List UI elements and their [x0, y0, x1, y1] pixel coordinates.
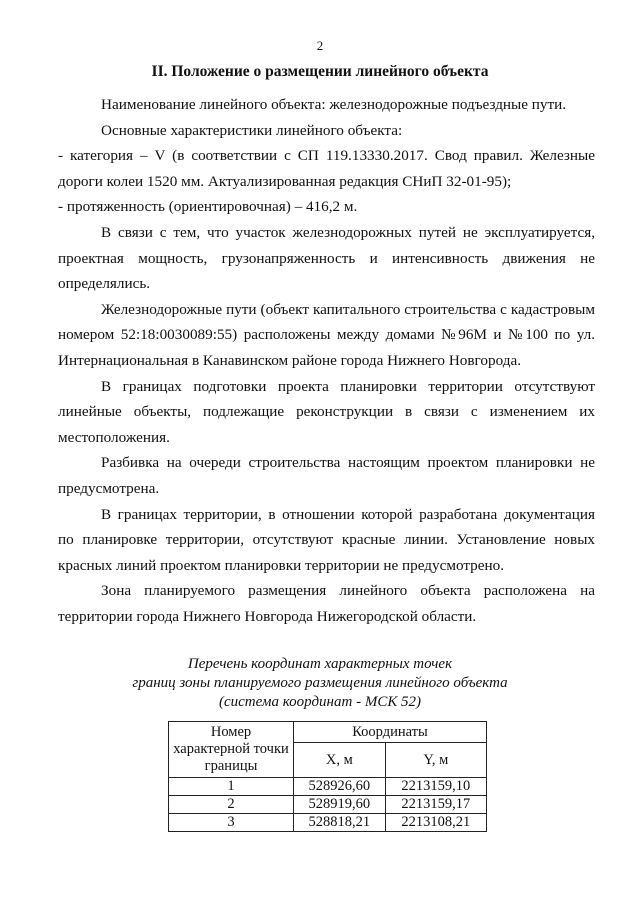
paragraph-not-operated: В связи с тем, что участок железнодорожных путей не эксплуатируется, проектная мощность, грузонапряженность и интенсивность движения не определялись.	[58, 223, 595, 293]
paragraph-no-reconstruction: В границах подготовки проекта планировки территории отсутствуют линейные объекты, подлежащие реконструкции в связи с изменением их местоположения.	[58, 377, 595, 446]
table-row	[169, 778, 487, 796]
document-body	[58, 92, 595, 629]
coord-x: 528818,21	[294, 814, 386, 832]
coord-y: 2213159,10	[385, 778, 486, 796]
header-coordinates: Координаты	[294, 722, 487, 743]
coordinates-table	[168, 721, 487, 832]
caption-line-3: (система координат - МСК 52)	[218, 694, 422, 710]
coord-x: 528926,60	[294, 778, 386, 796]
coord-y: 2213108,21	[385, 814, 486, 832]
paragraph-red-lines: В границах территории, в отношении которой разработана документация по планировке территории, отсутствуют красные линии. Установление новых красных линий проектом планировки территории не предусмотрено.	[58, 505, 595, 574]
table-row	[169, 796, 487, 814]
paragraph-object-name: Наименование линейного объекта: железнодорожные подъездные пути.	[101, 96, 567, 113]
caption-line-1: Перечень координат характерных точек	[187, 656, 453, 672]
paragraph-category: - категория – V (в соответствии с СП 119.13330.2017. Свод правил. Железные дороги колеи 1520 мм. Актуализированная редакция СНиП 32-01-95);	[58, 147, 595, 190]
paragraph-location: Железнодорожные пути (объект капитального строительства с кадастровым номером 52:18:0030089:55) расположены между домами №96М и №100 по ул. Интернациональная в Канавинском районе города Нижнего Новгорода.	[58, 300, 595, 369]
point-number: 2	[169, 796, 294, 814]
table-caption	[0, 655, 640, 712]
paragraph-stages: Разбивка на очереди строительства настоящим проектом планировки не предусмотрена.	[58, 454, 595, 497]
point-number: 3	[169, 814, 294, 832]
coord-x: 528919,60	[294, 796, 386, 814]
caption-line-2: границ зоны планируемого размещения линейного объекта	[132, 675, 508, 691]
paragraph-characteristics: Основные характеристики линейного объекта:	[101, 121, 403, 139]
header-point-number: Номер характерной точки границы	[169, 722, 294, 778]
point-number: 1	[169, 778, 294, 796]
paragraph-length: - протяженность (ориентировочная) – 416,2 м.	[58, 198, 358, 216]
table-row	[169, 814, 487, 832]
section-heading: II. Положение о размещении линейного объекта	[151, 63, 489, 80]
header-x: X, м	[294, 743, 386, 778]
coord-y: 2213159,17	[385, 796, 486, 814]
header-y: Y, м	[385, 743, 486, 778]
paragraph-zone: Зона планируемого размещения линейного объекта расположена на территории города Нижнего Новгорода Нижегородской области.	[58, 582, 595, 625]
page-number: 2	[316, 38, 324, 53]
